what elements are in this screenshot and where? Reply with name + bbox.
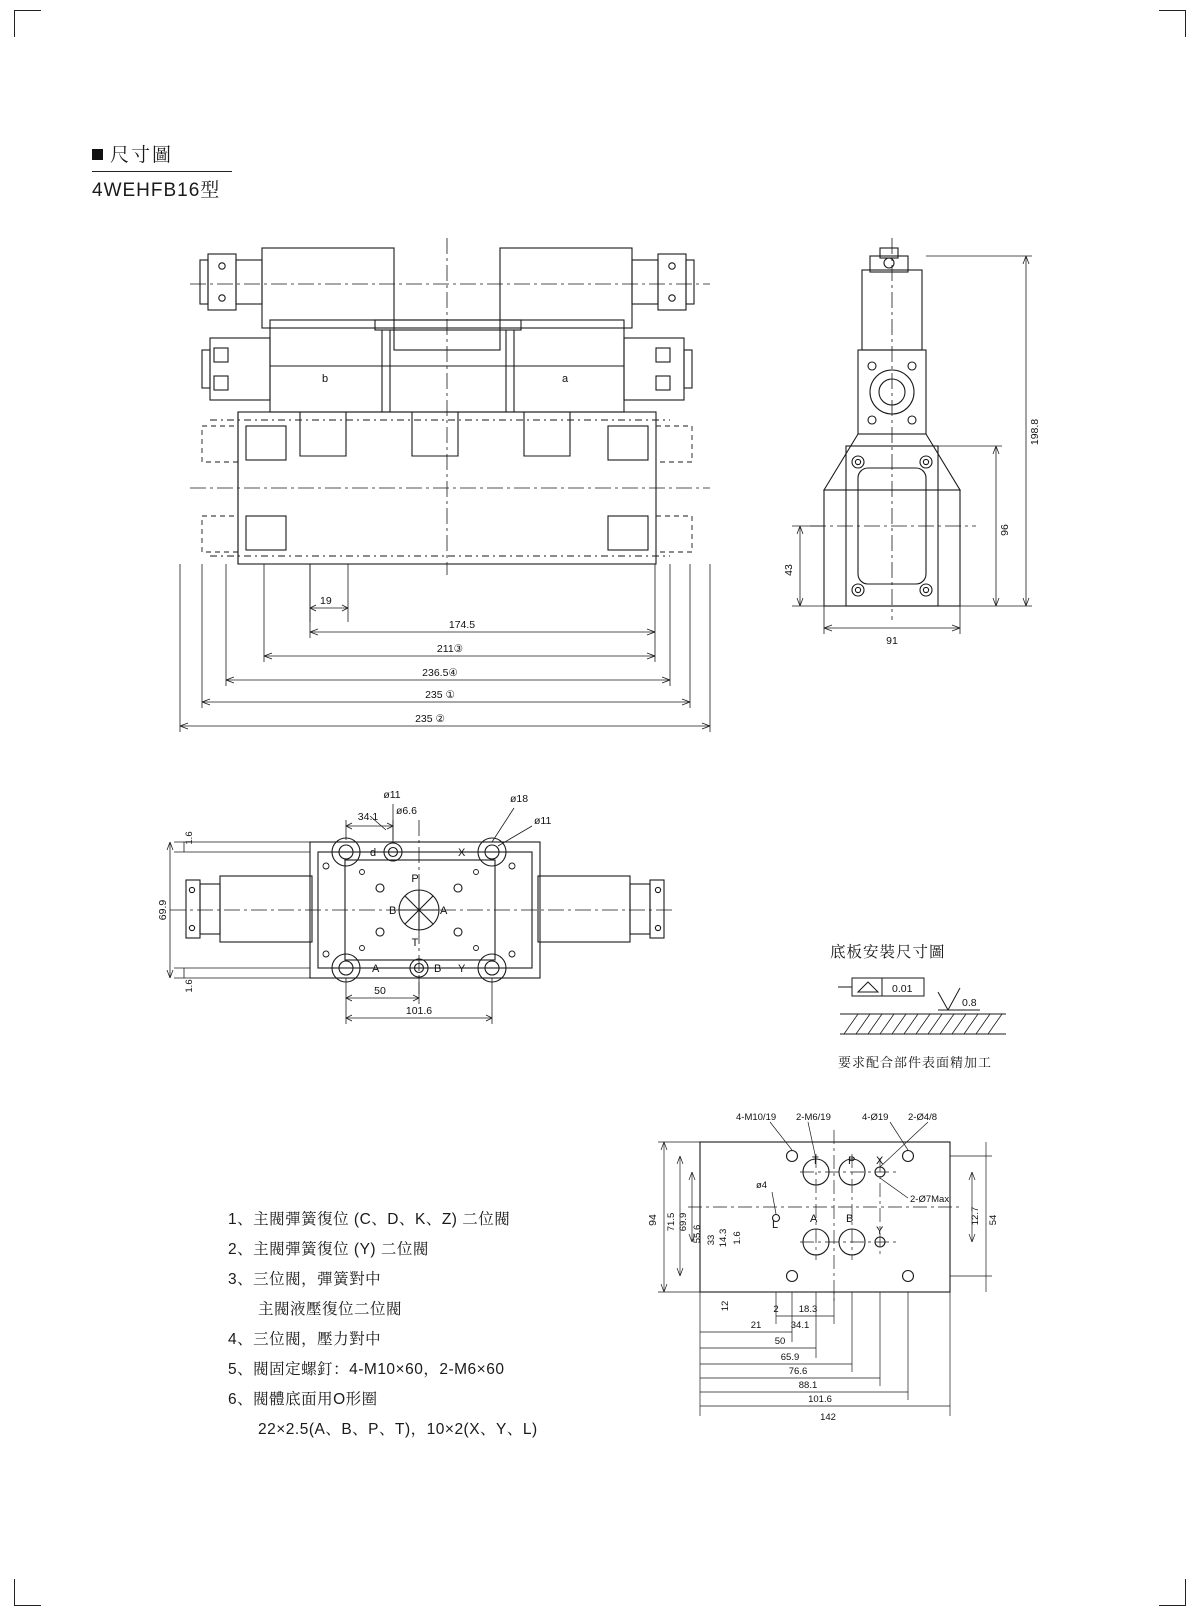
side-view-drawing	[780, 230, 1080, 650]
top-port-P: P	[411, 873, 419, 885]
flatness-value: 0.01	[892, 983, 913, 995]
top-callout-o11-right: ø11	[534, 815, 552, 827]
top-port-T: T	[411, 937, 419, 949]
top-dim-34-1: 34.1	[357, 811, 379, 823]
crop-mark-top-right	[1159, 10, 1186, 37]
top-dim-101-6: 101.6	[405, 1005, 433, 1017]
front-dim-236-5: 236.5④	[422, 667, 458, 679]
top-dim-50: 50	[374, 985, 386, 997]
plate-dim-12-7: 12.7	[970, 1206, 981, 1226]
plate-dim-12: 12	[720, 1300, 731, 1312]
plate-dim-50: 50	[774, 1336, 786, 1347]
base-plate-note-title: 底板安裝尺寸圖	[830, 944, 946, 961]
note-item-3: 3、三位閥，彈簧對中	[228, 1271, 382, 1288]
plate-dim-2: 2	[773, 1304, 779, 1315]
plate-dim-1-6: 1.6	[732, 1231, 743, 1245]
roughness-value: 0.8	[962, 997, 977, 1009]
page-title	[92, 140, 232, 167]
top-callout-o18: ø18	[510, 793, 529, 805]
plate-dim-14-3: 14.3	[718, 1228, 729, 1248]
top-port-Y: Y	[458, 963, 466, 975]
plate-port-X: X	[876, 1155, 884, 1167]
top-callout-o6-6: ø6.6	[396, 805, 418, 817]
plate-dim-54: 54	[988, 1214, 999, 1226]
callout-o4: ø4	[756, 1180, 768, 1191]
top-dim-1-6-upper: 1.6	[184, 831, 195, 845]
front-dim-235-1: 235 ①	[425, 689, 455, 701]
solenoid-label-a: a	[562, 373, 569, 385]
base-plate-drawing	[640, 1110, 1040, 1440]
top-callout-o11-left: ø11	[383, 789, 401, 801]
front-dim-211: 211③	[436, 643, 464, 655]
top-port-B: B	[389, 905, 397, 917]
surface-finish-caption: 要求配合部件表面精加工	[838, 1055, 993, 1070]
side-dim-43: 43	[783, 564, 795, 576]
plate-port-P: P	[848, 1155, 856, 1167]
top-port-A: A	[440, 905, 448, 917]
note-item-5: 5、閥固定螺釘：4-M10×60，2-M6×60	[228, 1361, 505, 1378]
top-port-A2: A	[372, 963, 380, 975]
plate-dim-142: 142	[820, 1412, 836, 1423]
plate-port-B: B	[846, 1213, 854, 1225]
page-title-text: 尺寸圖	[110, 145, 174, 166]
front-view-drawing	[150, 230, 850, 750]
plate-dim-76-6: 76.6	[788, 1366, 808, 1377]
crop-mark-bottom-right	[1159, 1579, 1186, 1606]
bullet-square-icon	[92, 149, 103, 160]
crop-mark-top-left	[14, 10, 41, 37]
plate-port-A: A	[810, 1213, 818, 1225]
callout-4-m10: 4-M10/19	[736, 1112, 777, 1123]
top-port-B2: B	[434, 963, 442, 975]
note-item-6b: 22×2.5(A、B、P、T)，10×2(X、Y、L)	[258, 1421, 538, 1438]
side-dim-198-8: 198.8	[1029, 418, 1041, 446]
note-item-1: 1、主閥彈簧復位 (C、D、K、Z) 二位閥	[228, 1211, 511, 1228]
top-port-d: d	[370, 847, 377, 859]
title-divider	[92, 171, 232, 172]
plate-port-Y: Y	[876, 1225, 884, 1237]
plate-dim-94: 94	[647, 1214, 659, 1226]
plate-port-L: L	[772, 1219, 779, 1231]
note-item-2: 2、主閥彈簧復位 (Y) 二位閥	[228, 1241, 429, 1258]
plate-dim-69-9: 69.9	[678, 1212, 689, 1232]
top-dim-1-6-lower: 1.6	[184, 979, 195, 993]
front-dim-235-2: 235 ②	[415, 713, 445, 725]
plate-dim-71-5: 71.5	[666, 1212, 677, 1232]
top-port-X: X	[458, 847, 466, 859]
side-dim-91: 91	[886, 635, 898, 647]
callout-2-m6: 2-M6/19	[796, 1112, 831, 1123]
page-title-block	[92, 140, 232, 202]
callout-2-o4-8: 2-Ø4/8	[908, 1112, 938, 1123]
note-item-3b: 主閥液壓復位二位閥	[258, 1301, 403, 1318]
plate-dim-33: 33	[706, 1234, 717, 1246]
plate-port-T: T	[812, 1155, 819, 1167]
plate-dim-55-6: 55.6	[692, 1224, 703, 1244]
plate-dim-34-1: 34.1	[790, 1320, 810, 1331]
callout-4-o19: 4-Ø19	[862, 1112, 889, 1123]
surface-finish-symbol	[830, 970, 1050, 1060]
plate-dim-101-6: 101.6	[808, 1394, 832, 1405]
model-subtitle: 4WEHFB16型	[92, 180, 221, 202]
plate-dim-65-9: 65.9	[780, 1352, 800, 1363]
note-item-4: 4、三位閥，壓力對中	[228, 1331, 382, 1348]
plate-dim-88-1: 88.1	[798, 1380, 818, 1391]
plate-dim-18-3: 18.3	[798, 1304, 818, 1315]
top-view-drawing	[140, 780, 700, 1040]
solenoid-label-b: b	[322, 373, 329, 385]
front-dim-19: 19	[320, 595, 332, 607]
callout-2-o7max: 2-Ø7Max	[910, 1194, 950, 1205]
plate-dim-21: 21	[750, 1320, 762, 1331]
front-dim-174-5: 174.5	[448, 619, 476, 631]
top-dim-69-9: 69.9	[157, 899, 169, 921]
notes-list	[228, 1205, 538, 1445]
side-dim-96: 96	[999, 524, 1011, 536]
note-item-6: 6、閥體底面用O形圈	[228, 1391, 378, 1408]
crop-mark-bottom-left	[14, 1579, 41, 1606]
